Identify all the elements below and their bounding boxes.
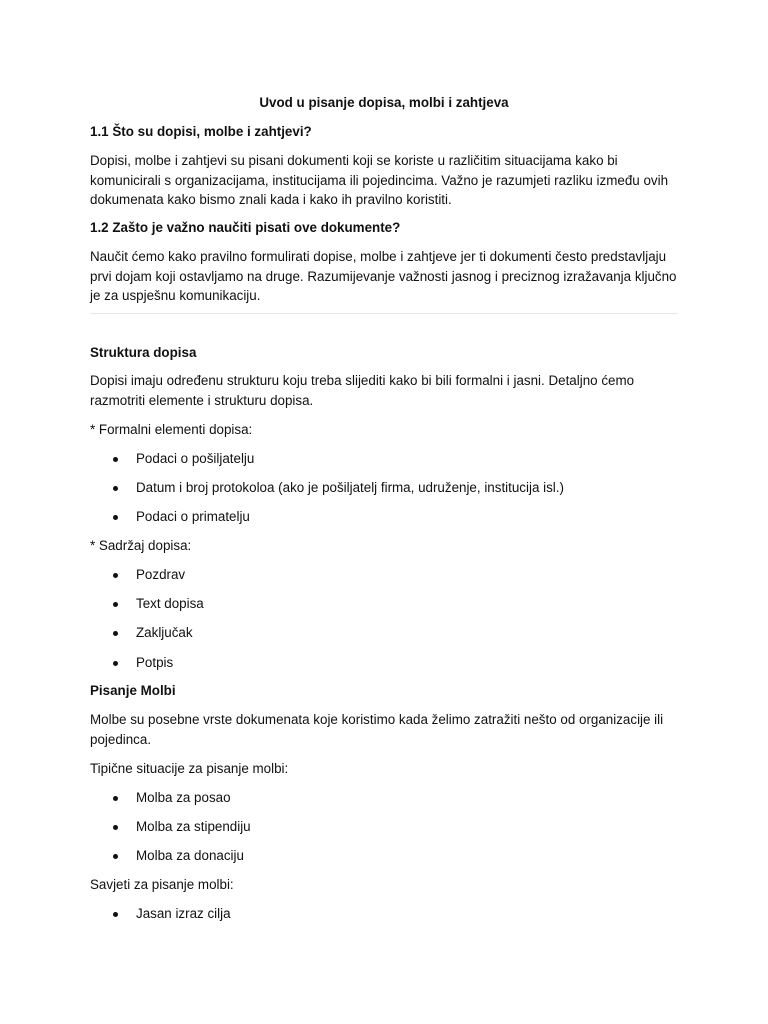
bullet-icon (113, 796, 118, 801)
sadrzaj-label: * Sadržaj dopisa: (90, 538, 192, 553)
section-1-1-paragraph: Dopisi, molbe i zahtjevi su pisani dokumenti koji se koriste u različitim situacijama kako bi komunicirali s organizacijama, institucijama ili pojedincima. Važno je razumjeti razliku između ovih dokumenata kako bismo znali kada i kako ih pravilno koristiti. (90, 153, 669, 207)
struktura-heading: Struktura dopisa (90, 345, 197, 360)
bullet-icon (113, 661, 118, 666)
section-1-2-heading: 1.2 Zašto je važno naučiti pisati ove dokumente? (90, 220, 401, 235)
bullet-icon (113, 457, 118, 462)
document-title: Uvod u pisanje dopisa, molbi i zahtjeva (259, 95, 509, 110)
bullet-icon (113, 602, 118, 607)
bullet-icon (113, 912, 118, 917)
list-item: Pozdrav (113, 565, 673, 585)
list-item: Datum i broj protokoloa (ako je pošiljatelj firma, udruženje, institucija isl.) (113, 478, 673, 498)
list-item: Molba za posao (113, 788, 673, 808)
molbe-paragraph: Molbe su posebne vrste dokumenata koje koristimo kada želimo zatražiti nešto od organizacije ili pojedinca. (90, 712, 664, 747)
list-item: Text dopisa (113, 594, 673, 614)
list-item: Molba za donaciju (113, 846, 673, 866)
formalni-elementi-label: * Formalni elementi dopisa: (90, 422, 253, 437)
list-item: Podaci o primatelju (113, 507, 673, 527)
savjeti-label: Savjeti za pisanje molbi: (90, 877, 234, 892)
molbe-heading: Pisanje Molbi (90, 683, 176, 698)
struktura-paragraph: Dopisi imaju određenu strukturu koju treba slijediti kako bi bili formalni i jasni. Detaljno ćemo razmotriti elemente i strukturu dopisa. (90, 373, 635, 408)
section-1-2-paragraph: Naučit ćemo kako pravilno formulirati dopise, molbe i zahtjeve jer ti dokumenti često predstavljaju prvi dojam koji ostavljamo na druge. Razumijevanje važnosti jasnog i preciznog izražavanja ključno je za uspješnu komunikaciju. (90, 249, 677, 303)
bullet-icon (113, 825, 118, 830)
bullet-icon (113, 486, 118, 491)
bullet-icon (113, 515, 118, 520)
section-1-1-heading: 1.1 Što su dopisi, molbe i zahtjevi? (90, 124, 312, 139)
bullet-icon (113, 631, 118, 636)
list-item: Jasan izraz cilja (113, 904, 673, 924)
list-item: Potpis (113, 653, 673, 673)
situacije-label: Tipične situacije za pisanje molbi: (90, 761, 289, 776)
list-item: Podaci o pošiljatelju (113, 449, 673, 469)
list-item: Zaključak (113, 623, 673, 643)
list-item: Molba za stipendiju (113, 817, 673, 837)
bullet-icon (113, 854, 118, 859)
section-divider (90, 313, 678, 314)
bullet-icon (113, 573, 118, 578)
